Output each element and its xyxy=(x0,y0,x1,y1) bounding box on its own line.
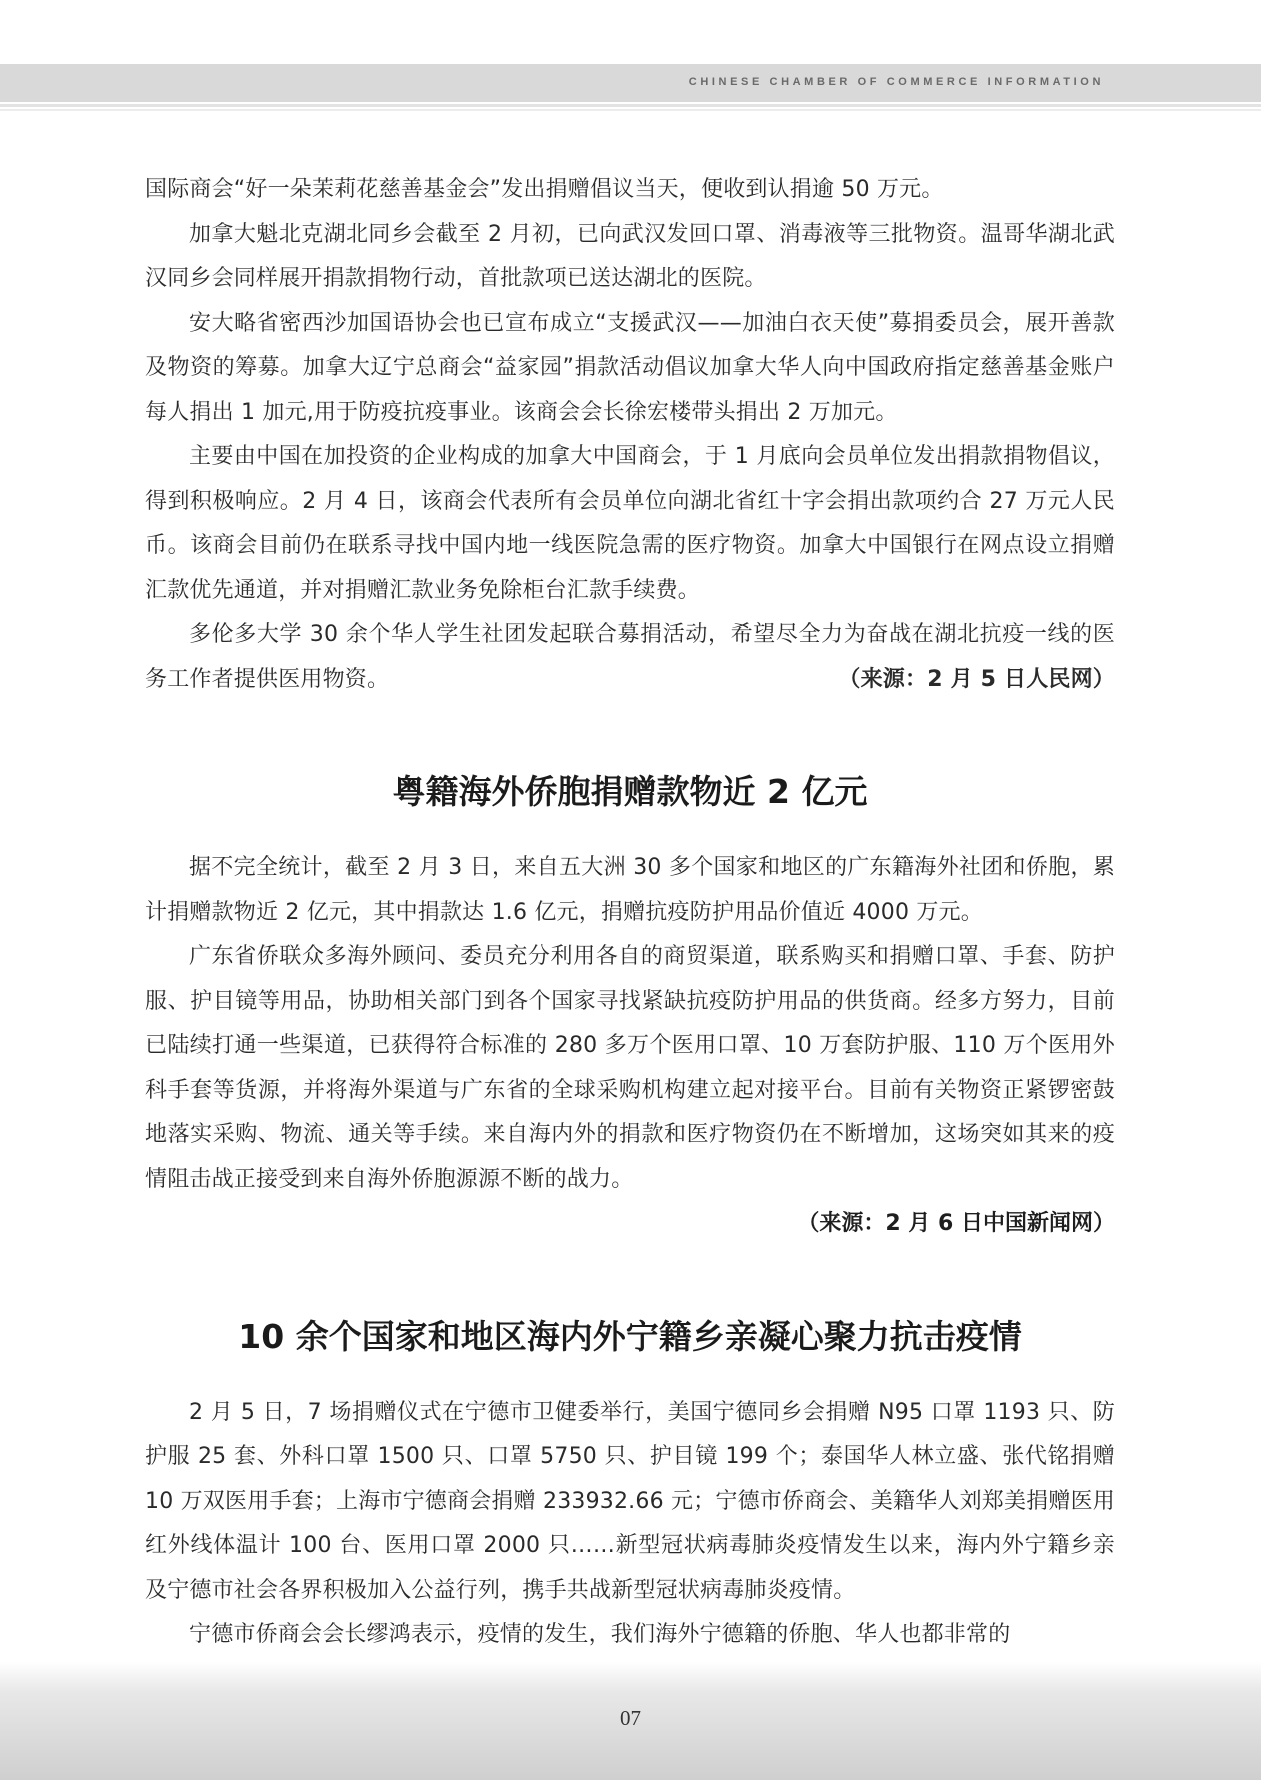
header-band xyxy=(0,64,1261,102)
paragraph: 加拿大魁北克湖北同乡会截至 2 月初，已向武汉发回口罩、消毒液等三批物资。温哥华湖北武汉同乡会同样展开捐款捐物行动，首批款项已送达湖北的医院。 xyxy=(145,221,1115,291)
header-rule xyxy=(0,104,1261,107)
header-title: CHINESE CHAMBER OF COMMERCE INFORMATION xyxy=(688,76,1104,88)
paragraph: 广东省侨联众多海外顾问、委员充分利用各自的商贸渠道，联系购买和捐赠口罩、手套、防护服、护目镜等用品，协助相关部门到各个国家寻找紧缺抗疫防护用品的供货商。经多方努力，目前已陆续打通一些渠道，已获得符合标准的 280 多万个医用口罩、10 万套防护服、110 万个医用外科手套等货源，并将海外渠道与广东省的全球采购机构建立起对接平台。目前有关物资正紧锣密鼓地落实采购、物流、通关等手续。来自海内外的捐款和医疗物资仍在不断增加，这场突如其来的疫情阻击战正接受到来自海外侨胞源源不断的战力。 xyxy=(145,944,1115,1192)
paragraph-with-source xyxy=(145,613,1115,702)
article-body xyxy=(145,168,1115,1658)
source-citation: （来源：2 月 5 日人民网） xyxy=(838,666,1115,692)
paragraph: 2 月 5 日，7 场捐赠仪式在宁德市卫健委举行，美国宁德同乡会捐赠 N95 口罩 1193 只、防护服 25 套、外科口罩 1500 只、口罩 5750 只、护目镜 199 个；泰国华人林立盛、张代铭捐赠 10 万双医用手套；上海市宁德商会捐赠 233932.66 元；宁德市侨商会、美籍华人刘郑美捐赠医用红外线体温计 100 台、医用口罩 2000 只……新型冠状病毒肺炎疫情发生以来，海内外宁籍乡亲及宁德市社会各界积极加入公益行列，携手共战新型冠状病毒肺炎疫情。 xyxy=(145,1399,1115,1603)
paragraph: 主要由中国在加投资的企业构成的加拿大中国商会，于 1 月底向会员单位发出捐款捐物倡议，得到积极响应。2 月 4 日，该商会代表所有会员单位向湖北省红十字会捐出款项约合 27 万元人民币。该商会目前仍在联系寻找中国内地一线医院急需的医疗物资。加拿大中国银行在网点设立捐赠汇款优先通道，并对捐赠汇款业务免除柜台汇款手续费。 xyxy=(145,444,1115,603)
page-number: 07 xyxy=(620,1706,641,1730)
section-heading: 粤籍海外侨胞捐赠款物近 2 亿元 xyxy=(392,772,868,811)
paragraph: 安大略省密西沙加国语协会也已宣布成立“支援武汉——加油白衣天使”募捐委员会，展开善款及物资的筹募。加拿大辽宁总商会“益家园”捐款活动倡议加拿大华人向中国政府指定慈善基金账户每人捐出 1 加元,用于防疫抗疫事业。该商会会长徐宏楼带头捐出 2 万加元。 xyxy=(145,310,1115,425)
paragraph-truncated: 宁德市侨商会会长缪鸿表示，疫情的发生，我们海外宁德籍的侨胞、华人也都非常的 xyxy=(189,1622,1011,1647)
paragraph: 据不完全统计，截至 2 月 3 日，来自五大洲 30 多个国家和地区的广东籍海外社团和侨胞，累计捐赠款物近 2 亿元，其中捐款达 1.6 亿元，捐赠抗疫防护用品价值近 4000 万元。 xyxy=(145,855,1115,925)
header-rule-secondary xyxy=(0,109,1261,111)
section-heading: 10 余个国家和地区海内外宁籍乡亲凝心聚力抗击疫情 xyxy=(238,1316,1022,1356)
paragraph-text: 多伦多大学 30 余个华人学生社团发起联合募捐活动，希望尽全力为奋战在湖北抗疫一线的医务工作者提供医用物资。 xyxy=(145,622,1115,692)
paragraph-continued: 国际商会“好一朵茉莉花慈善基金会”发出捐赠倡议当天，便收到认捐逾 50 万元。 xyxy=(145,177,944,202)
source-citation: （来源：2 月 6 日中国新闻网） xyxy=(797,1211,1115,1236)
